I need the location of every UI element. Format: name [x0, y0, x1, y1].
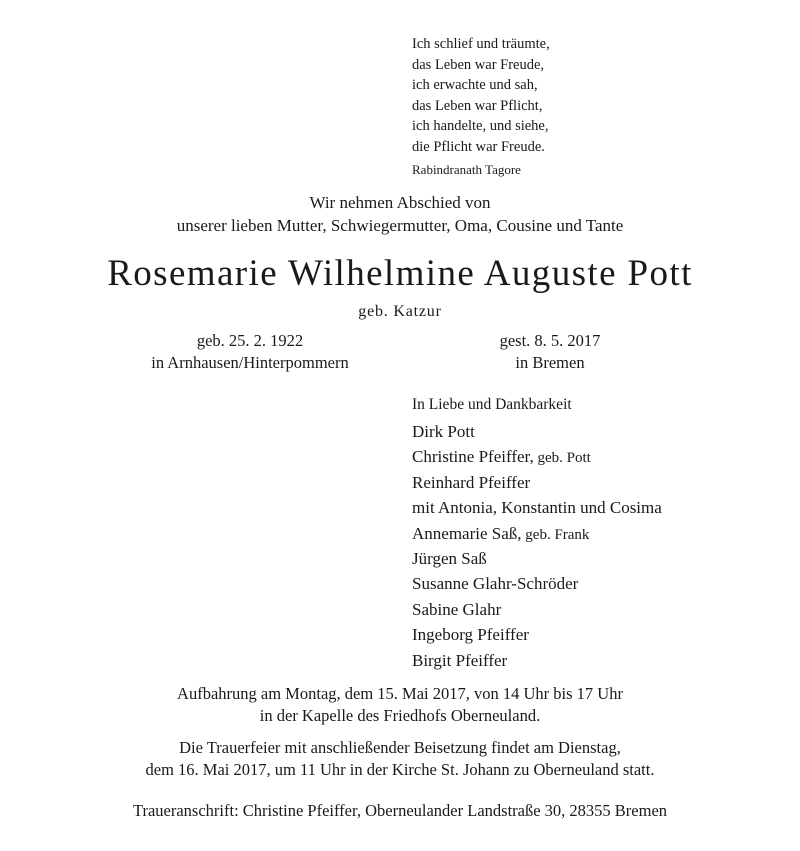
mourner-name	[412, 623, 662, 648]
mourner-name-text: mit Antonia, Konstantin und Cosima	[412, 498, 662, 518]
poem-author: Rabindranath Tagore	[412, 161, 521, 177]
mourner-maiden-suffix: geb. Pott	[533, 450, 591, 467]
birth-info	[110, 330, 390, 374]
mourner-name-text: Annemarie Saß,	[412, 523, 522, 543]
mourner-name-text: Dirk Pott	[412, 422, 475, 441]
mourner-name-text: Jürgen Saß	[412, 549, 487, 569]
mourner-name	[412, 649, 662, 674]
funeral-line-1: Die Trauerfeier mit anschließender Beisetzung findet am Dienstag,	[179, 738, 621, 757]
mourner-name	[412, 522, 662, 547]
wake-info	[0, 683, 800, 727]
mourner-name-text: Reinhard Pfeiffer	[412, 472, 531, 492]
mourner-name	[412, 420, 662, 445]
deceased-name: Rosemarie Wilhelmine Auguste Pott	[107, 253, 693, 294]
mourners-heading: In Liebe und Dankbarkeit	[412, 396, 572, 413]
wake-line-2: in der Kapelle des Friedhofs Oberneuland.	[259, 706, 541, 725]
poem-line: ich erwachte und sah,	[412, 77, 538, 94]
poem-line: das Leben war Pflicht,	[412, 97, 543, 114]
mourner-name-text: Christine Pfeiffer,	[412, 447, 534, 467]
mourner-maiden-suffix: geb. Frank	[521, 526, 590, 543]
mourning-address: Traueranschrift: Christine Pfeiffer, Oberneulander Landstraße 30, 28355 Bremen	[132, 801, 668, 820]
farewell-intro	[0, 192, 800, 237]
funeral-info	[0, 737, 800, 781]
poem-line: Ich schlief und träumte,	[412, 36, 550, 52]
mourner-name	[412, 572, 662, 597]
wake-line-1: Aufbahrung am Montag, dem 15. Mai 2017, von 14 Uhr bis 17 Uhr	[177, 684, 623, 703]
death-date: gest. 8. 5. 2017	[499, 331, 601, 350]
death-info	[450, 330, 650, 374]
birth-place: in Arnhausen/Hinterpommern	[151, 353, 349, 372]
intro-line-2: unserer lieben Mutter, Schwiegermutter, Oma, Cousine und Tante	[176, 215, 624, 235]
mourner-name-text: Birgit Pfeiffer	[412, 650, 508, 670]
death-place: in Bremen	[515, 353, 585, 372]
maiden-name: geb. Katzur	[358, 303, 442, 320]
mourner-name-text: Susanne Glahr-Schröder	[412, 574, 579, 594]
mourner-name	[412, 471, 662, 496]
mourner-name	[412, 496, 662, 521]
mourner-name	[412, 547, 662, 572]
intro-line-1: Wir nehmen Abschied von	[309, 193, 491, 212]
poem-line: die Pflicht war Freude.	[412, 138, 545, 155]
mourner-name-text: Ingeborg Pfeiffer	[412, 625, 529, 645]
birth-date: geb. 25. 2. 1922	[196, 331, 304, 350]
poem-block	[412, 34, 550, 180]
funeral-line-2: dem 16. Mai 2017, um 11 Uhr in der Kirche St. Johann zu Oberneuland statt.	[145, 760, 655, 779]
poem-line: das Leben war Freude,	[412, 56, 545, 73]
poem-line: ich handelte, und siehe,	[412, 118, 549, 135]
mourners-list	[412, 396, 662, 674]
mourner-name	[412, 445, 662, 470]
mourner-name	[412, 598, 662, 623]
mourner-name-text: Sabine Glahr	[412, 599, 502, 619]
